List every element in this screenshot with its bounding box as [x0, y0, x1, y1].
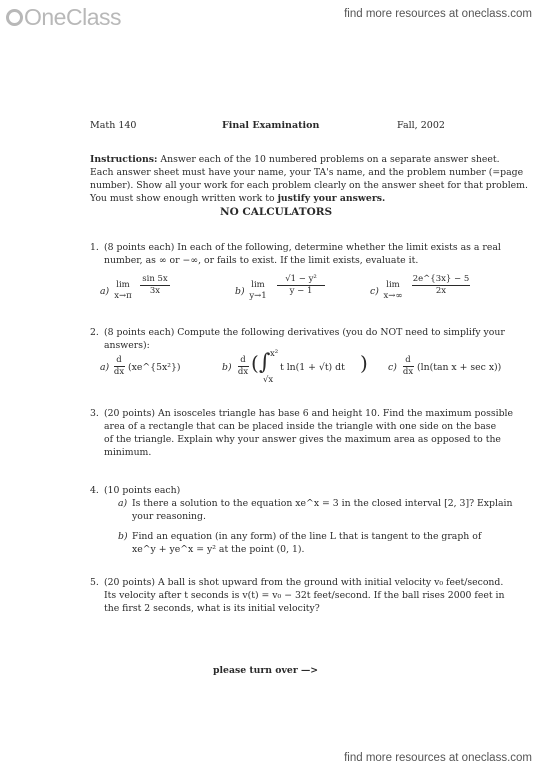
problem-2b-lower-limit: √x [263, 375, 274, 385]
problem-2-line-2: answers): [104, 340, 150, 351]
problem-1c-label: c) [370, 286, 379, 297]
problem-1c-lim [381, 280, 405, 302]
problem-4b-label: b) [118, 531, 128, 542]
problem-5-line-1: (20 points) A ball is shot upward from the ground with initial velocity v₀ feet/second. [104, 577, 504, 588]
denominator: 2x [435, 286, 447, 296]
problem-2c-derivative [402, 355, 414, 378]
problem-1a-label: a) [100, 286, 110, 297]
lim-text: lim [116, 280, 130, 290]
problem-2b-label: b) [222, 362, 232, 373]
problem-2c-expression: (ln(tan x + sec x)) [417, 362, 502, 373]
bottom-resources-link[interactable]: find more resources at oneclass.com [344, 752, 532, 764]
problem-2b-derivative [237, 355, 249, 378]
problem-1b-fraction [275, 274, 327, 297]
lim-subscript: x→∞ [383, 291, 403, 301]
numerator: 2e^{3x} − 5 [412, 274, 470, 284]
problem-3-line-1: (20 points) An isosceles triangle has base 6 and height 10. Find the maximum possible [104, 408, 514, 419]
lim-text: lim [386, 280, 400, 290]
right-paren-glyph: ) [360, 351, 368, 375]
left-paren-glyph: ( [251, 351, 259, 375]
denominator: 3x [149, 286, 161, 296]
instructions-emphasis: justify your answers. [277, 193, 386, 204]
exam-page [0, 34, 544, 770]
problem-1-line-2: number, as ∞ or −∞, or fails to exist. If the limit exists, evaluate it. [104, 255, 419, 266]
instructions-line-1 [90, 153, 500, 166]
turn-over-note: please turn over —> [213, 665, 319, 676]
problem-4a-line-2: your reasoning. [132, 511, 206, 522]
problem-4-line-1: (10 points each) [104, 485, 181, 496]
problem-4b-line-1: Find an equation (in any form) of the line L that is tangent to the graph of [132, 531, 482, 542]
exam-title: Final Examination [222, 120, 320, 131]
integral-sign-glyph: ∫ [259, 350, 271, 375]
d-denominator: dx [237, 367, 249, 377]
problem-2-line-1: (8 points each) Compute the following derivatives (you do NOT need to simplify your [104, 327, 505, 338]
problem-4-number: 4. [90, 485, 99, 496]
d-numerator: d [116, 355, 122, 365]
problem-1a-fraction [138, 274, 172, 297]
problem-2a-expression: (xe^{5x²}) [128, 362, 181, 373]
term-label: Fall, 2002 [397, 120, 445, 131]
no-calculators-notice: NO CALCULATORS [220, 206, 333, 218]
instructions-line-3: number). Show all your work for each problem clearly on the answer sheet for that problem. [90, 180, 528, 191]
lim-subscript: y→1 [249, 291, 267, 301]
course-label: Math 140 [90, 120, 137, 131]
problem-3-number: 3. [90, 408, 99, 419]
instructions-line-4 [90, 192, 385, 205]
problem-5-line-3: the first 2 seconds, what is its initial velocity? [104, 603, 320, 614]
instructions-lead: Instructions: [90, 154, 158, 165]
instructions-line-2: Each answer sheet must have your name, your TA's name, and the problem number (=page [90, 167, 524, 178]
d-numerator: d [405, 355, 411, 365]
d-denominator: dx [113, 367, 125, 377]
logo-text: OneClass [24, 4, 121, 30]
problem-3-line-4: minimum. [104, 447, 152, 458]
problem-3-line-2: area of a rectangle that can be placed inside the triangle with one side on the base [104, 421, 497, 432]
problem-1b-label: b) [235, 286, 245, 297]
d-denominator: dx [402, 367, 414, 377]
numerator: √1 − y² [285, 274, 317, 284]
numerator: sin 5x [142, 274, 168, 284]
denominator: y − 1 [289, 286, 313, 296]
problem-1c-fraction [408, 274, 474, 297]
instructions-text-4: You must show enough written work to [90, 193, 275, 204]
logo-circle-icon [6, 9, 23, 26]
problem-2b-upper-limit: x² [270, 349, 279, 359]
problem-3-line-3: of the triangle. Explain why your answer gives the maximum area as opposed to the [104, 434, 501, 445]
problem-2-number: 2. [90, 327, 99, 338]
lim-subscript: x→π [114, 291, 132, 301]
problem-1a-lim [111, 280, 135, 302]
instructions-text-1: Answer each of the 10 numbered problems on a separate answer sheet. [160, 154, 500, 165]
top-resources-link[interactable]: find more resources at oneclass.com [344, 8, 532, 20]
problem-1-line-1: (8 points each) In each of the following, determine whether the limit exists as a real [104, 242, 501, 253]
problem-4a-label: a) [118, 498, 128, 509]
d-numerator: d [240, 355, 246, 365]
problem-2a-derivative [113, 355, 125, 378]
site-logo[interactable] [6, 4, 121, 31]
problem-2a-label: a) [100, 362, 110, 373]
problem-5-line-2: Its velocity after t seconds is v(t) = v₀ − 32t feet/second. If the ball rises 2000 feet in [104, 590, 505, 601]
lim-text: lim [251, 280, 265, 290]
problem-4b-line-2: xe^y + ye^x = y² at the point (0, 1). [132, 544, 305, 555]
problem-5-number: 5. [90, 577, 99, 588]
problem-4a-line-1: Is there a solution to the equation xe^x = 3 in the closed interval [2, 3]? Explain [132, 498, 513, 509]
problem-2c-label: c) [388, 362, 397, 373]
site-header [0, 0, 544, 34]
problem-1-number: 1. [90, 242, 99, 253]
problem-2b-integrand: t ln(1 + √t) dt [280, 362, 345, 373]
problem-1b-lim [246, 280, 270, 302]
